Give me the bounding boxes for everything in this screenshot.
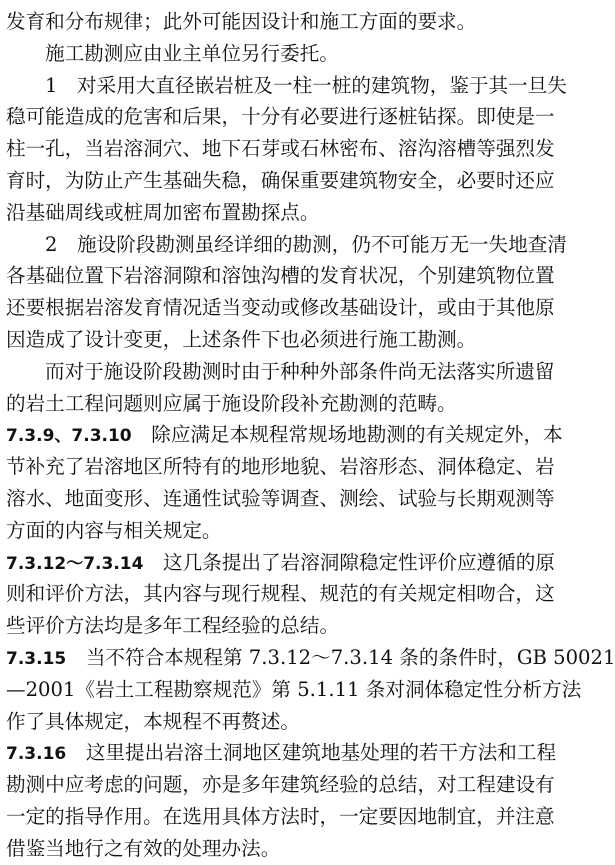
clause-text: 这几条提出了岩溶洞隙稳定性评价应遵循的原 — [143, 550, 555, 574]
text-line: 些评价方法均是多年工程经验的总结。 — [6, 614, 340, 638]
document-page — [6, 6, 615, 865]
text-line: 借鉴当地行之有效的处理办法。 — [6, 836, 281, 860]
text-line: 溶水、地面变形、连通性试验等调查、测绘、试验与长期观测等 — [6, 486, 555, 510]
text-line: 育时，为防止产生基础失稳，确保重要建筑物安全，必要时还应 — [6, 168, 555, 192]
text-line: 则和评价方法，其内容与现行规程、规范的有关规定相吻合，这 — [6, 582, 555, 606]
clause-first-line — [6, 419, 563, 451]
text-line: 2 施设阶段勘测虽经详细的勘测，仍不可能万无一失地查清 — [45, 232, 567, 256]
text-line: 因造成了设计变更，上述条件下也必须进行施工勘测。 — [6, 327, 477, 351]
clause-explanation — [6, 419, 563, 546]
clause-text: 当不符合本规程第 7.3.12～7.3.14 条的条件时，GB 50021 — [66, 645, 615, 669]
paragraph — [6, 356, 555, 420]
paragraph — [6, 6, 544, 38]
paragraph — [6, 229, 567, 356]
text-line: 各基础位置下岩溶洞隙和溶蚀沟槽的发育状况，个别建筑物位置 — [6, 264, 555, 288]
text-line: 还要根据岩溶发育情况适当变动或修改基础设计，或由于其他原 — [6, 296, 555, 320]
text-line: 的岩土工程问题则应属于施设阶段补充勘测的范畴。 — [6, 391, 457, 415]
text-line: 柱一孔，当岩溶洞穴、地下石芽或石林密布、溶沟溶槽等强烈发 — [6, 137, 555, 161]
paragraph — [6, 38, 544, 70]
clause-text: 这里提出岩溶土洞地区建筑地基处理的若干方法和工程 — [66, 741, 557, 765]
text-line: 节补充了岩溶地区所特有的地形地貌、岩溶形态、洞体稳定、岩 — [6, 455, 555, 479]
text-line: —2001《岩土工程勘察规范》第 5.1.11 条对洞体稳定性分析方法 — [6, 677, 582, 701]
clause-first-line — [6, 642, 615, 674]
clause-explanation — [6, 642, 615, 737]
paragraph — [6, 70, 567, 229]
text-line: 方面的内容与相关规定。 — [6, 518, 222, 542]
text-line: 发育和分布规律；此外可能因设计和施工方面的要求。 — [6, 10, 477, 33]
text-line: 作了具体规定，本规程不再赘述。 — [6, 709, 300, 733]
clause-first-line — [6, 737, 557, 769]
clause-number: 7.3.15 — [6, 648, 67, 669]
clause-first-line — [6, 547, 555, 579]
text-line: 稳可能造成的危害和后果，十分有必要进行逐桩钻探。即使是一 — [6, 105, 555, 129]
text-line: 而对于施设阶段勘测时由于种种外部条件尚无法落实所遗留 — [45, 359, 555, 383]
clause-explanation — [6, 737, 557, 864]
clause-number: 7.3.16 — [6, 744, 67, 765]
text-line: 施工勘测应由业主单位另行委托。 — [45, 41, 339, 65]
text-line: 一定的指导作用。在选用具体方法时，一定要因地制宜，并注意 — [6, 804, 555, 828]
clause-text: 除应满足本规程常规场地勘测的有关规定外，本 — [131, 423, 563, 447]
clause-number: 7.3.12～7.3.14 — [6, 553, 144, 574]
clause-number: 7.3.9、7.3.10 — [6, 426, 132, 447]
clause-explanation — [6, 547, 555, 642]
text-line: 沿基础周线或桩周加密布置勘探点。 — [6, 200, 320, 224]
text-line: 勘测中应考虑的问题，亦是多年建筑经验的总结，对工程建设有 — [6, 773, 555, 797]
text-line: 1 对采用大直径嵌岩桩及一柱一桩的建筑物，鉴于其一旦失 — [45, 73, 567, 97]
